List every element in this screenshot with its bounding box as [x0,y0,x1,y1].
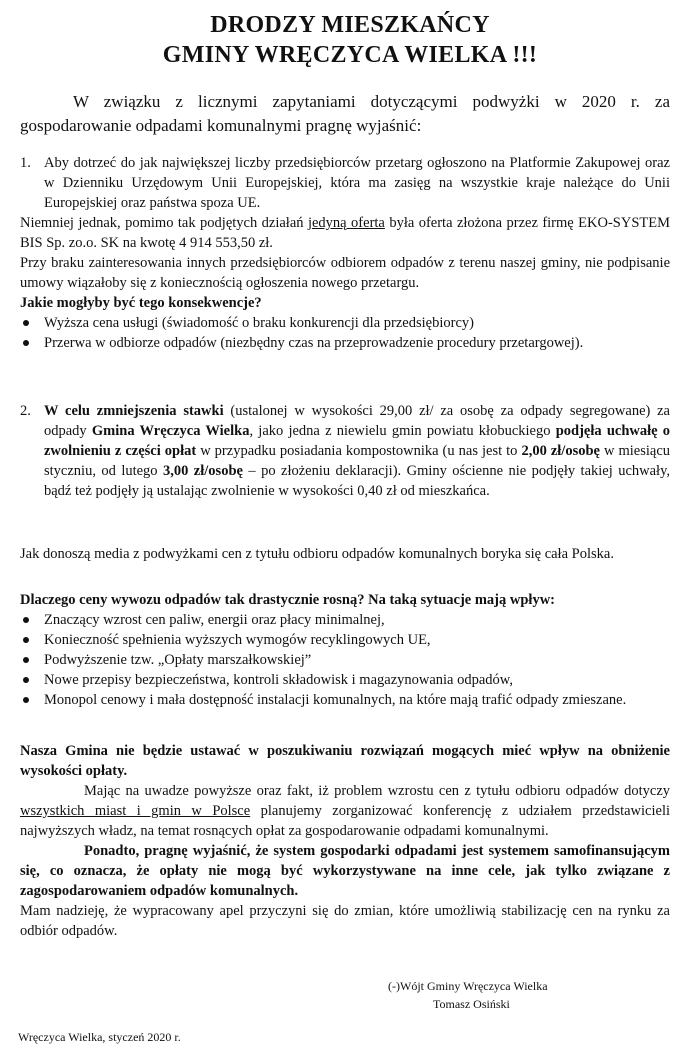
offer-text-a: Niemniej jednak, pomimo tak podjętych działań [20,215,308,231]
why-heading: Dlaczego ceny wywozu odpadów tak drastycznie rosną? Na taką sytuacje mają wpływ: [20,592,555,608]
p2-s7: 2,00 zł/osobę [521,443,600,459]
signature-name: Tomasz Osiński [433,997,510,1011]
p2-s4: , jako jedna z niewielu gmin powiatu kłobuckiego [249,423,556,439]
point-2-item [20,401,670,501]
point-2-number: 2. [20,403,31,419]
signature-title: (-)Wójt Gminy Wręczyca Wielka [388,979,548,993]
why-section [20,590,670,710]
point-1-item [20,153,670,213]
p2-s8: w miesiącu styczniu, od lutego [44,443,670,479]
p2-s6: w przypadku posiadania kompostownika (u nas jest to [196,443,522,459]
intro-paragraph [20,90,670,138]
closing-conference [20,781,670,841]
closing-hope: Mam nadzieję, że wypracowany apel przyczyni się do zmian, które umożliwią stabilizację cen na rynku za odbiór odpadów. [20,903,670,939]
point-1-offer-paragraph [20,213,670,253]
p2-s9: 3,00 zł/osobę [163,463,243,479]
closing-p1-a: Mając na uwadze powyższe oraz fakt, iż problem wzrostu cen z tytułu odbioru odpadów dotyczy [84,783,670,799]
p2-s2: (ustalonej w wysokości 29,00 zł/ za osobę za odpady segregowane) za odpady [44,403,670,439]
media-paragraph: Jak donoszą media z podwyżkami cen z tytułu odbioru odpadów komunalnych boryka się cała Polska. [20,546,614,562]
closing-p1-b: planujemy zorganizować konferencję z udziałem przedstawicieli najwyższych władz, na temat rosnących opłat za gospodarowanie odpadami komunalnymi. [20,803,671,839]
consequence-item-2: Przerwa w odbiorze odpadów (niezbędny czas na przeprowadzenie procedury przetargowej). [20,333,670,353]
consequences-heading: Jakie mogłyby być tego konsekwencje? [20,295,262,311]
closing-p1-underlined: wszystkich miast i gmin w Polsce [20,803,251,819]
why-item-2: Konieczność spełnienia wyższych wymogów recyklingowych UE, [20,630,670,650]
closing-bold: Nasza Gmina nie będzie ustawać w poszukiwaniu rozwiązań mogących mieć wpływ na obniżenie wysokości opłaty. [20,743,670,779]
closing-system: Ponadto, pragnę wyjaśnić, że system gospodarki odpadami jest systemem samofinansującym się, co oznacza, że opłaty nie mogą być wykorzystywane na inne cele, jak tylko związane z zagospodarowaniem odpadów komunalnych. [20,843,670,899]
page-title-line2: GMINY WRĘCZYCA WIELKA !!! [162,42,538,68]
point-1-text: Aby dotrzeć do jak największej liczby przedsiębiorców przetarg ogłoszono na Platformie Zakupowej oraz w Dzienniku Urzędowym Unii Europejskiej, która ma zasięg na wszystkie kraje należące do Unii Europejskiej oraz państwa spoza UE. [44,155,670,211]
point-2-section [20,401,670,501]
why-item-3: Podwyższenie tzw. „Opłaty marszałkowskiej” [20,650,670,670]
why-item-4: Nowe przepisy bezpieczeństwa, kontroli składowisk i magazynowania odpadów, [20,670,670,690]
point-1-section [20,153,670,353]
why-item-5: Monopol cenowy i mała dostępność instalacji komunalnych, na które mają trafić odpady zmieszane. [20,690,670,710]
p2-s3: Gmina Wręczyca Wielka [91,423,250,439]
closing-section [20,741,670,941]
p2-s1: W celu zmniejszenia stawki [44,403,224,419]
offer-text-b: była oferta złożona przez firmę EKO-SYSTEM BIS Sp. zo.o. SK na kwotę 4 914 553,50 zł. [20,215,670,251]
consequence-item-1: Wyższa cena usługi (świadomość o braku konkurencji dla przedsiębiorcy) [20,313,670,333]
offer-text-underlined: jedyną oferta [307,215,385,231]
point-1-tender-paragraph: Przy braku zainteresowania innych przedsiębiorców odbiorem odpadów z terenu naszej gminy, nie podpisanie umowy wiązałoby się z koniecznością ogłoszenia nowego przetargu. [20,255,670,291]
point-2-text [44,401,670,501]
intro-text: W związku z licznymi zapytaniami dotyczącymi podwyżki w 2020 r. za gospodarowanie odpadami komunalnymi pragnę wyjaśnić: [20,92,670,135]
page-title-line1: DRODZY MIESZKAŃCY [210,12,490,38]
place-date: Wręczyca Wielka, styczeń 2020 r. [18,1030,181,1044]
p2-s10: – po złożeniu deklaracji). Gminy ościenne nie podjęły takiej uchwały, bądź też podjęły ją ustalając zwolnienie w wysokości 0,40 zł od mieszkańca. [44,463,670,499]
point-1-number: 1. [20,155,31,171]
why-item-1: Znaczący wzrost cen paliw, energii oraz płacy minimalnej, [20,610,670,630]
p2-s5: podjęła uchwałę o zwolnieniu z części opłat [44,423,671,459]
